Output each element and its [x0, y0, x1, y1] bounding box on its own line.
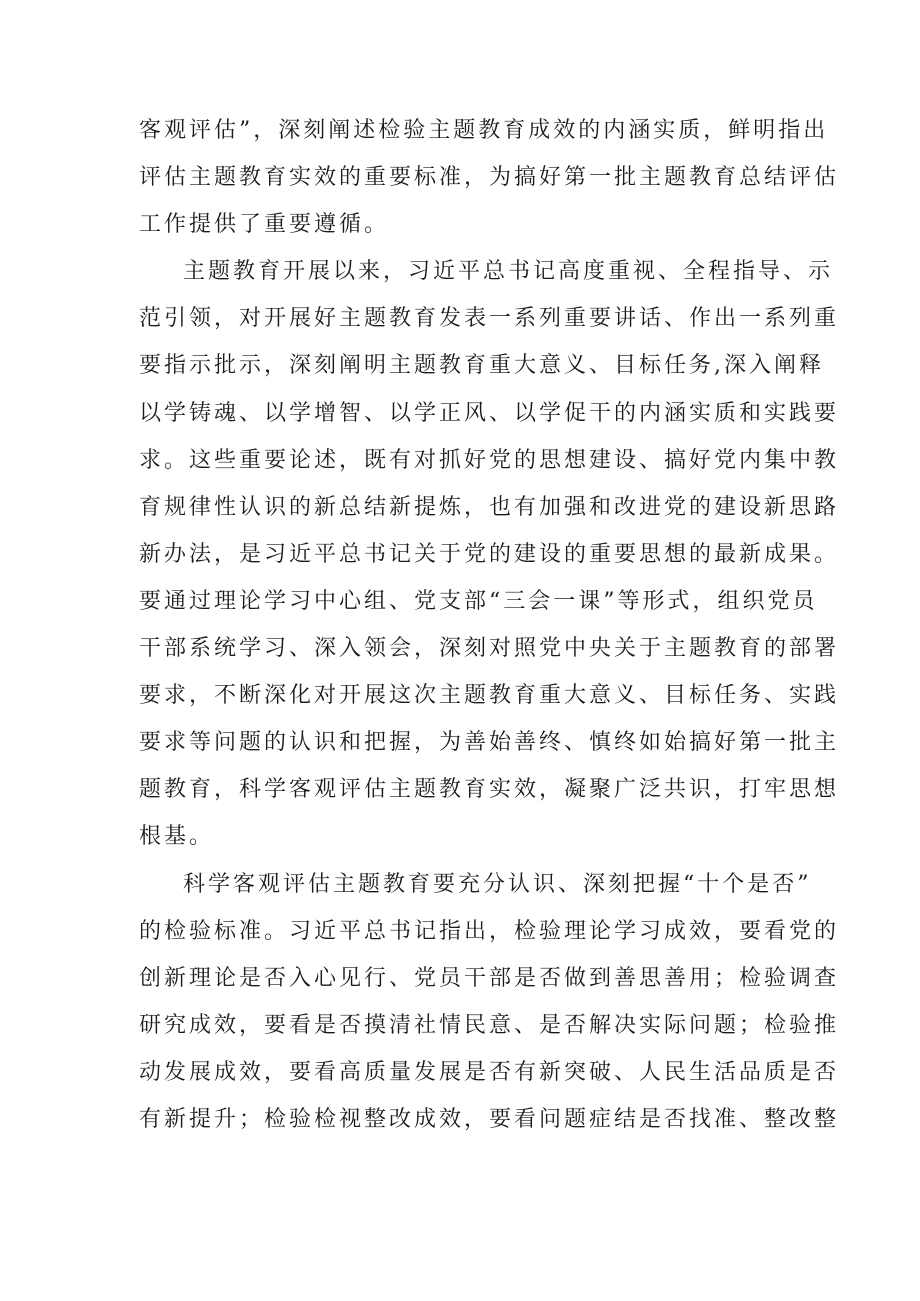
text-line: 创新理论是否入心见行、党员干部是否做到善思善用；检验调查	[139, 965, 840, 991]
text-line: 新办法，是习近平总书记关于党的建设的重要思想的最新成果。	[139, 541, 840, 567]
text-line: 干部系统学习、深入领会，深刻对照党中央关于主题教育的部署	[139, 636, 840, 662]
body-text	[139, 107, 840, 1143]
text-line: 的检验标准。习近平总书记指出，检验理论学习成效，要看党的	[139, 918, 840, 944]
text-line: 求。这些重要论述，既有对抓好党的思想建设、搞好党内集中教	[139, 447, 840, 473]
paragraph-start-line: 科学客观评估主题教育要充分认识、深刻把握“十个是否”	[183, 871, 812, 897]
paragraph-start-line: 主题教育开展以来，习近平总书记高度重视、全程指导、示	[183, 259, 834, 285]
text-line: 要求等问题的认识和把握，为善始善终、慎终如始搞好第一批主	[139, 730, 840, 756]
text-line: 根基。	[139, 824, 215, 850]
text-line: 要通过理论学习中心组、党支部“三会一课”等形式，组织党员	[139, 588, 818, 614]
text-line: 范引领，对开展好主题教育发表一系列重要讲话、作出一系列重	[139, 306, 840, 332]
text-line: 评估主题教育实效的重要标准，为搞好第一批主题教育总结评估	[139, 165, 840, 191]
text-line: 要求，不断深化对开展这次主题教育重大意义、目标任务、实践	[139, 683, 840, 709]
text-line: 客观评估”，深刻阐述检验主题教育成效的内涵实质，鲜明指出	[139, 118, 829, 143]
text-line: 工作提供了重要遵循。	[139, 212, 390, 238]
text-line: 要指示批示，深刻阐明主题教育重大意义、目标任务,深入阐释	[139, 353, 824, 379]
text-line: 题教育，科学客观评估主题教育实效，凝聚广泛共识，打牢思想	[139, 777, 840, 803]
text-line: 以学铸魂、以学增智、以学正风、以学促干的内涵实质和实践要	[139, 400, 840, 426]
text-line: 研究成效，要看是否摸清社情民意、是否解决实际问题；检验推	[139, 1012, 840, 1038]
text-line: 育规律性认识的新总结新提炼，也有加强和改进党的建设新思路	[139, 494, 840, 520]
text-line: 动发展成效，要看高质量发展是否有新突破、人民生活品质是否	[139, 1059, 840, 1085]
text-line: 有新提升；检验检视整改成效，要看问题症结是否找准、整改整	[139, 1106, 840, 1132]
